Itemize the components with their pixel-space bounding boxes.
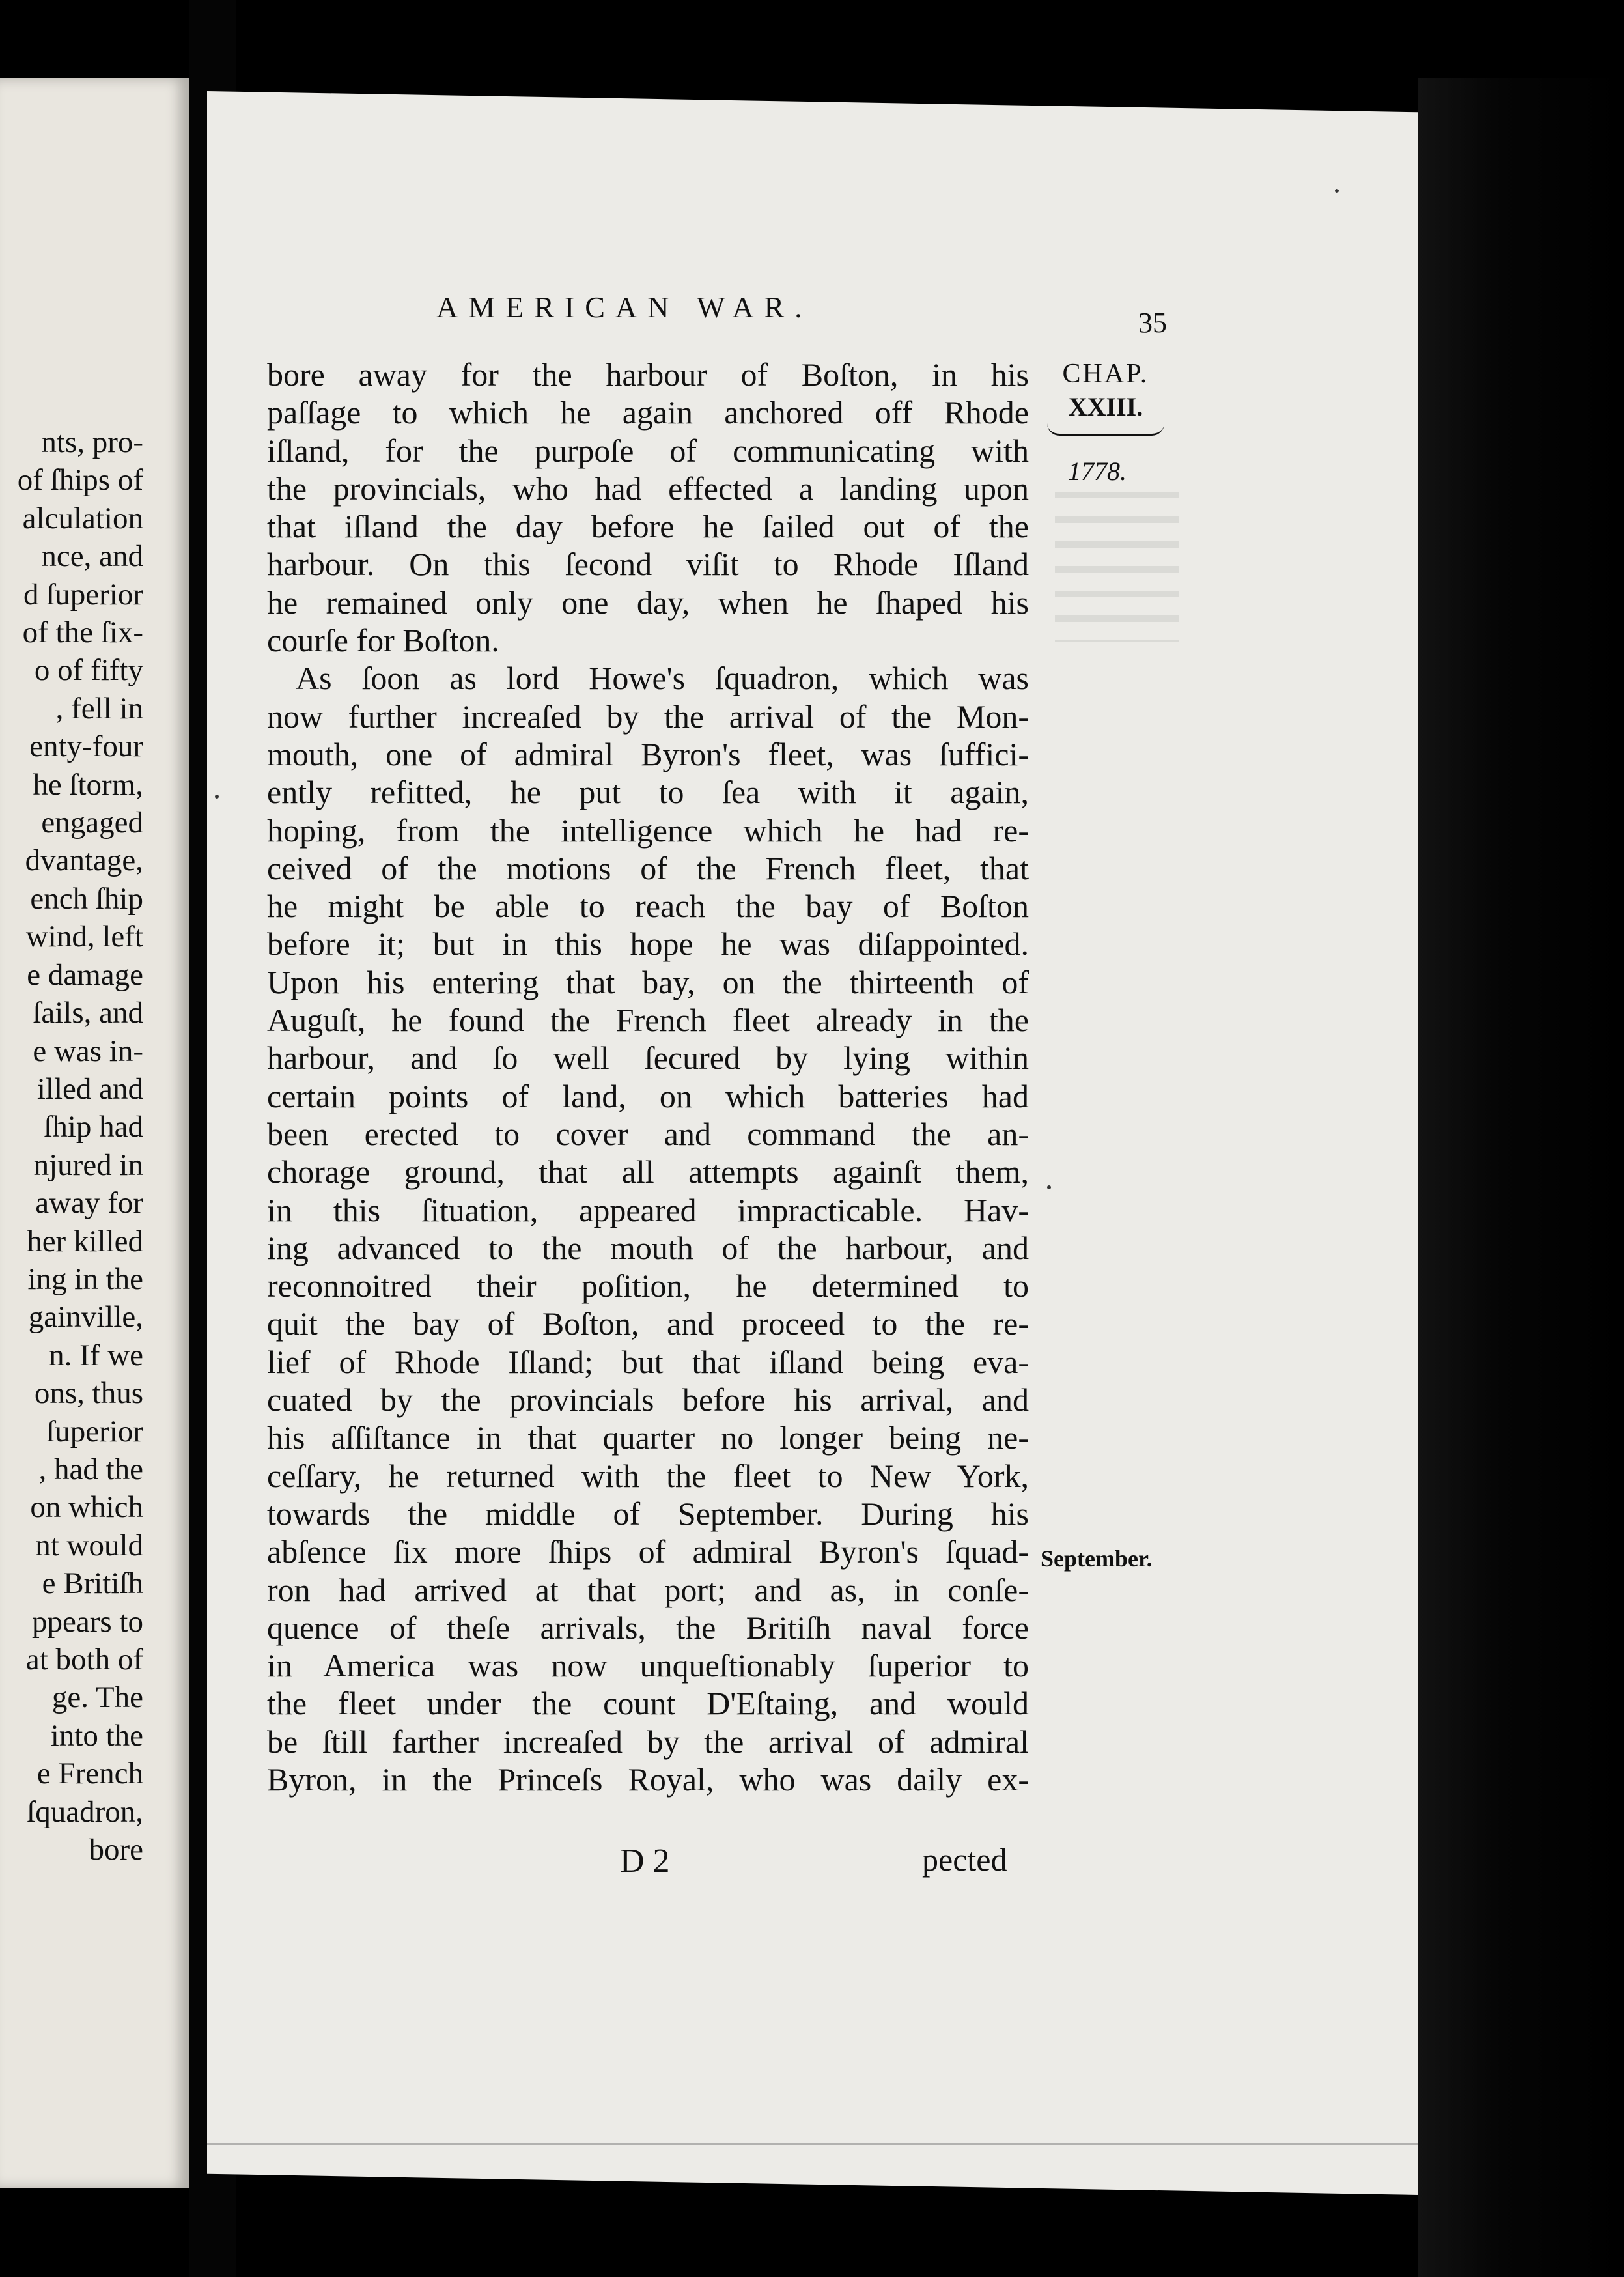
text-line: he remained only one day, when he ſhaped his (267, 584, 1029, 621)
text-line: courſe for Boſton. (267, 622, 499, 659)
facing-page-line: at both of (25, 1643, 143, 1676)
text-line: Upon his entering that bay, on the thirteenth of (267, 963, 1029, 1000)
paper-speck (215, 795, 219, 799)
facing-page-line: of the ſix- (22, 615, 143, 650)
facing-page-line: e damage (27, 957, 143, 992)
paper-speck (1335, 189, 1339, 193)
facing-page-line: of ſhips of (17, 463, 143, 498)
facing-page-line: ſhip had (44, 1110, 143, 1144)
facing-page-line: e French (36, 1757, 143, 1791)
body-text (267, 356, 1029, 1798)
text-line: the provincials, who had effected a landing upon (267, 470, 1029, 507)
text-line: ceſſary, he returned with the fleet to New York, (267, 1457, 1029, 1494)
text-line: harbour. On this ſecond viſit to Rhode Iſland (267, 546, 1029, 583)
catchword: pected (922, 1841, 1007, 1878)
facing-page-line: gainville, (28, 1300, 143, 1335)
facing-page-fragment (0, 78, 189, 2188)
facing-page-line: enty-four (29, 729, 143, 764)
facing-page-line: nts, pro- (41, 425, 143, 459)
text-line: abſence ſix more ſhips of admiral Byron's ſquad- (267, 1533, 1029, 1570)
text-line: As ſoon as lord Howe's ſquadron, which was (296, 660, 1029, 697)
text-line: that iſland the day before he ſailed out of the (267, 508, 1029, 545)
text-line: ently refitted, he put to ſea with it again, (267, 774, 1029, 811)
text-line: ceived of the motions of the French fleet, that (267, 849, 1029, 886)
text-line: he might be able to reach the bay of Boſton (267, 888, 1029, 925)
facing-page-line: he ſtorm, (33, 767, 143, 802)
text-line: mouth, one of admiral Byron's fleet, was ſuffici- (267, 735, 1029, 772)
text-line: ing advanced to the mouth of the harbour, and (267, 1229, 1029, 1266)
text-line: paſſage to which he again anchored off Rhode (267, 394, 1029, 431)
text-line: quit the bay of Boſton, and proceed to the re- (267, 1305, 1029, 1342)
paper-speck (1047, 1185, 1051, 1189)
text-line: certain points of land, on which batteries had (267, 1077, 1029, 1114)
facing-page-line: away for (35, 1186, 143, 1221)
text-line: Auguſt, he found the French fleet already in the (267, 1002, 1029, 1039)
text-line: lief of Rhode Iſland; but that iſland being eva- (267, 1343, 1029, 1380)
page-bottom-edge (207, 2143, 1418, 2149)
text-line: be ſtill farther increaſed by the arrival of admiral (267, 1723, 1029, 1760)
text-line: harbour, and ſo well ſecured by lying within (267, 1040, 1029, 1077)
facing-page-line: bore (89, 1833, 143, 1867)
text-line: in America was now unqueſtionably ſuperior to (267, 1647, 1029, 1684)
facing-page-line: ench ſhip (30, 881, 143, 916)
facing-page-line: ſuperior (46, 1414, 143, 1449)
signature-mark: D 2 (620, 1843, 670, 1880)
facing-page-line: o of fifty (34, 653, 143, 688)
text-line: ron had arrived at that port; and as, in conſe- (267, 1571, 1029, 1608)
facing-page-line: ſails, and (33, 996, 143, 1030)
text-line: his aſſiſtance in that quarter no longer being ne- (267, 1419, 1029, 1456)
facing-page-line: n. If we (49, 1338, 143, 1372)
text-line: cuated by the provincials before his arrival, and (267, 1381, 1029, 1419)
facing-page-line: , had the (38, 1452, 143, 1486)
text-line: reconnoitred their poſition, he determined to (267, 1267, 1029, 1305)
facing-page-line: ons, thus (34, 1376, 143, 1411)
facing-page-line: wind, left (25, 920, 143, 954)
text-line: before it; but in this hope he was diſappointed. (267, 926, 1029, 963)
facing-page-line: nt would (35, 1528, 143, 1563)
facing-page-text (18, 423, 143, 1869)
facing-page-line: e was in- (33, 1034, 143, 1068)
facing-page-line: into the (50, 1718, 143, 1753)
facing-page-line: dvantage, (25, 843, 143, 878)
text-line: been erected to cover and command the an- (267, 1115, 1029, 1152)
facing-page-line: ing in the (27, 1262, 143, 1296)
text-line: quence of theſe arrivals, the Britiſh naval force (267, 1609, 1029, 1646)
facing-page-line: ge. The (51, 1680, 143, 1715)
text-line: iſland, for the purpoſe of communicating with (267, 432, 1029, 469)
facing-page-line: e Britiſh (42, 1566, 143, 1601)
text-line: now further increaſed by the arrival of the Mon- (267, 698, 1029, 735)
margin-chap-number: XXIII. (1068, 392, 1143, 421)
facing-page-line: d ſuperior (23, 577, 143, 612)
facing-page-line: ſquadron, (27, 1794, 143, 1829)
facing-page-line: on which (30, 1490, 143, 1525)
margin-chapter-note (1041, 357, 1171, 436)
text-line: in this ſituation, appeared impracticable. Hav- (267, 1191, 1029, 1228)
text-line: towards the middle of September. During his (267, 1495, 1029, 1532)
facing-page-line: illed and (36, 1071, 143, 1106)
show-through-text (1055, 492, 1179, 642)
facing-page-line: njured in (33, 1148, 143, 1182)
facing-page-line: alculation (22, 501, 143, 535)
margin-month: September. (1041, 1546, 1153, 1572)
margin-year: 1778. (1068, 457, 1127, 486)
text-line: chorage ground, that all attempts againſt them, (267, 1153, 1029, 1191)
text-line: Byron, in the Princeſs Royal, who was daily ex- (267, 1761, 1029, 1798)
margin-brace (1047, 423, 1164, 436)
text-line: bore away for the harbour of Boſton, in his (267, 356, 1029, 393)
facing-page-line: her killed (27, 1224, 143, 1258)
facing-page-line: , fell in (55, 691, 143, 726)
text-line: hoping, from the intelligence which he had re- (267, 812, 1029, 849)
running-head: AMERICAN WAR. (436, 290, 813, 324)
page-number: 35 (1138, 307, 1167, 339)
facing-page-line: engaged (41, 806, 143, 840)
facing-page-line: ppears to (32, 1604, 143, 1639)
text-line: the fleet under the count D'Eſtaing, and would (267, 1685, 1029, 1722)
margin-chap-label: CHAP. (1062, 359, 1149, 389)
facing-page-line: nce, and (41, 539, 143, 574)
book-edge-shadow (1418, 78, 1624, 2277)
